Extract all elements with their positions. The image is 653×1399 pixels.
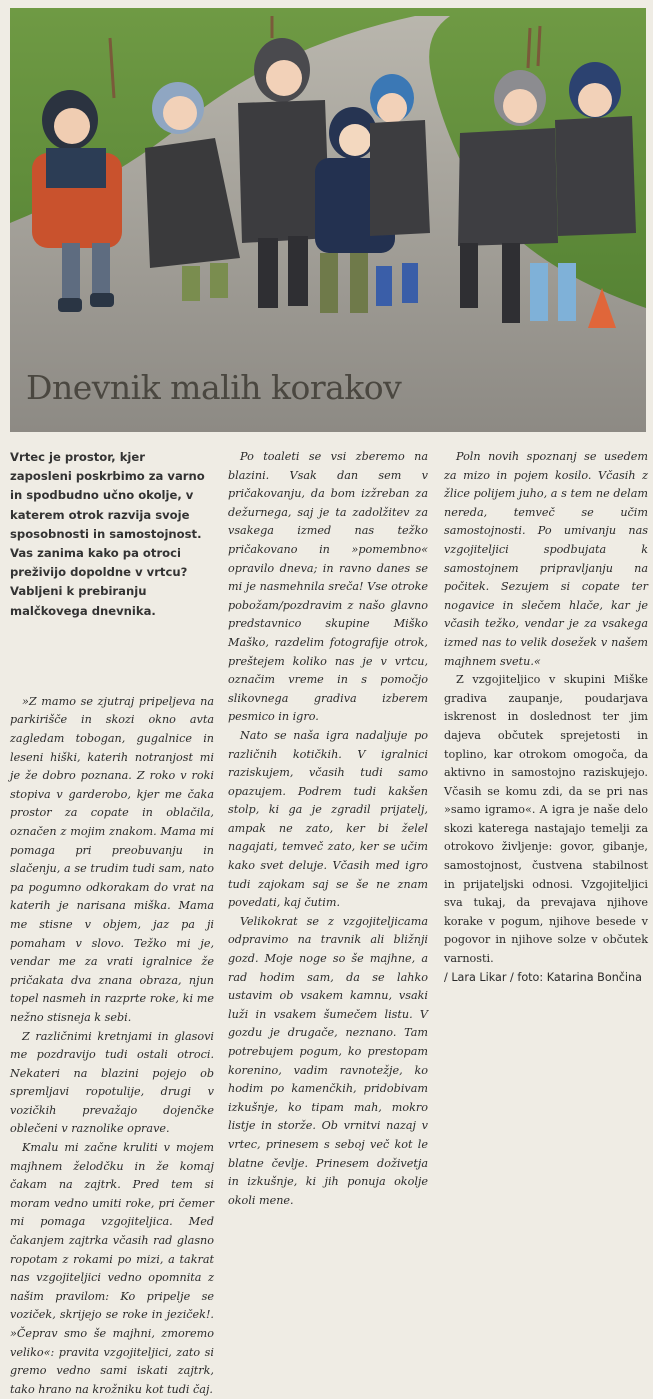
paragraph: Kmalu mi začne kruliti v mojem majhnem želodčku in že komaj čakam na zajtrk. Pred tem si moram vedno umiti roke, pri čemer mi pomaga vzgojiteljica. Med čakanjem zajtrka včasih rad glasno ropotam z rokami po mizi, a takrat nas vzgojiteljici vedno opomnita z našim pravilom: Ko pripelje se voziček, skrijejo se roke in jeziček!. »Čeprav smo še majhni, zmoremo veliko«: pravita vzgojiteljici, zato si gremo vedno sami iskati zajtrk, tako hrano na krožniku kot tudi čaj.: [10, 1141, 214, 1396]
paragraph: Poln novih spoznanj se usedem za mizo in pojem kosilo. Včasih z žlice polijem juho, a s tem ne delam nereda, temveč se učim samostojnosti. Po umivanju nas vzgojiteljici spodbujata k samostojnem pripravljanju na počitek. Sezujem si copate ter nogavice in slečem hlače, kar je včasih težko, vendar je za vsakega izmed nas to velik dosežek v našem majhnem svetu.«: [444, 450, 648, 668]
article-lead: Vrtec je prostor, kjer zaposleni poskrbimo za varno in spodbudno učno okolje, v katerem otrok razvija svoje sposobnosti in samostojnost. Vas zanima kako pa otroci preživijo dopoldne v vrtcu? Vabljeni k prebiranju malčkovega dnevnika.: [10, 450, 205, 618]
paragraph: »Z mamo se zjutraj pripeljeva na parkirišče in skozi okno avta zagledam tobogan, gugalnice in leseni hiški, katerih notranjost mi je že dobro poznana. Z roko v roki stopiva v garderobo, kjer me čaka prostor za copate in oblačila, označen z mojim znakom. Mama mi pomaga pri preobuvanju in slačenju, a se trudim tudi sam, nato pa pogumno odkorakam do vrat na katerih je narisana miška. Mama me stisne v objem, jaz pa ji pomaham v slovo. Težko mi je, vendar me za vrati igralnice že pričakata dva znana obraza, njun topel nasmeh in razprte roke, ki me nežno stisneja k sebi.: [10, 694, 214, 1024]
paragraph: Nato se naša igra nadaljuje po različnih kotičkih. V igralnici raziskujem, včasih tudi samo opazujem. Podrem tudi kakšen stolp, ki ga je zgradil prijatelj, ampak ne zato, ker bi želel nagajati, temveč zato, ker se učim kako svet deluje. Včasih med igro tudi zajokam saj se še ne znam povedati, kaj čutim.: [228, 728, 428, 910]
paragraph: Z vzgojiteljico v skupini Miške gradiva zaupanje, poudarjava iskrenost in doslednost ter jim dajeva občutek sprejetosti in toplino, kar otrokom omogoča, da aktivno in samostojno raziskujejo. Včasih se komu zdi, da se pri nas »samo igramo«. A igra je naše delo skozi katerega nastajajo temelji za otrokovo življenje: govor, gibanje, samostojnost, čustvena stabilnost in prijateljski odnosi. Vzgojiteljici sva tukaj, da prevajava njihove korake v pogum, njihove besede v pogovor in njihove solze v občutek varnosti.: [444, 673, 648, 966]
article-title: Dnevnik malih korakov: [26, 368, 402, 407]
paragraph: Po toaleti se vsi zberemo na blazini. Vsak dan sem v pričakovanju, da bom izžreban za dežurnega, saj je ta zadolžitev za vsakega izmed nas težko pričakovano in »pomembno« opravilo dneva; in ravno danes se mi je nasmehnila sreča! Vse otroke pobožam/pozdravim z našo glavno predstavnico skupine Miško Maško, razdelim fotografije otrok, preštejem koliko nas je v vrtcu, označim vreme in s pomočjo slikovnega gradiva izberem pesmico in igro.: [228, 450, 428, 724]
paragraph: Z različnimi kretnjami in glasovi me pozdravijo tudi ostali otroci. Nekateri na blazini pojejo ob spremljavi ropotulije, drugi v vozičkih prevažajo dojenčke oblečeni v raznolike oprave.: [10, 1029, 214, 1136]
column-3: [444, 448, 648, 987]
column-1: [10, 448, 214, 1396]
paragraph: Velikokrat se z vzgojiteljicama odpravimo na travnik ali bližnji gozd. Moje noge so še majhne, a rad hodim sam, da se lahko ustavim ob vsakem kamnu, vsaki luži in vsakem šumečem listu. V gozdu je drugače, neznano. Tam potrebujem pogum, ko prestopam korenino, vadim ravnotežje, ko hodim po kamenčkih, pridobivam izkušnje, ko tipam mah, mokro listje in storže. Ob vrnitvi nazaj v vrtec, prinesem s seboj več kot le blatne čevlje. Prinesem doživetja in izkušnje, ki jih ponuja okolje okoli mene.: [228, 914, 428, 1207]
column-2: [228, 448, 428, 1207]
photo-credit: / Lara Likar / foto: Katarina Bončina: [444, 970, 642, 984]
